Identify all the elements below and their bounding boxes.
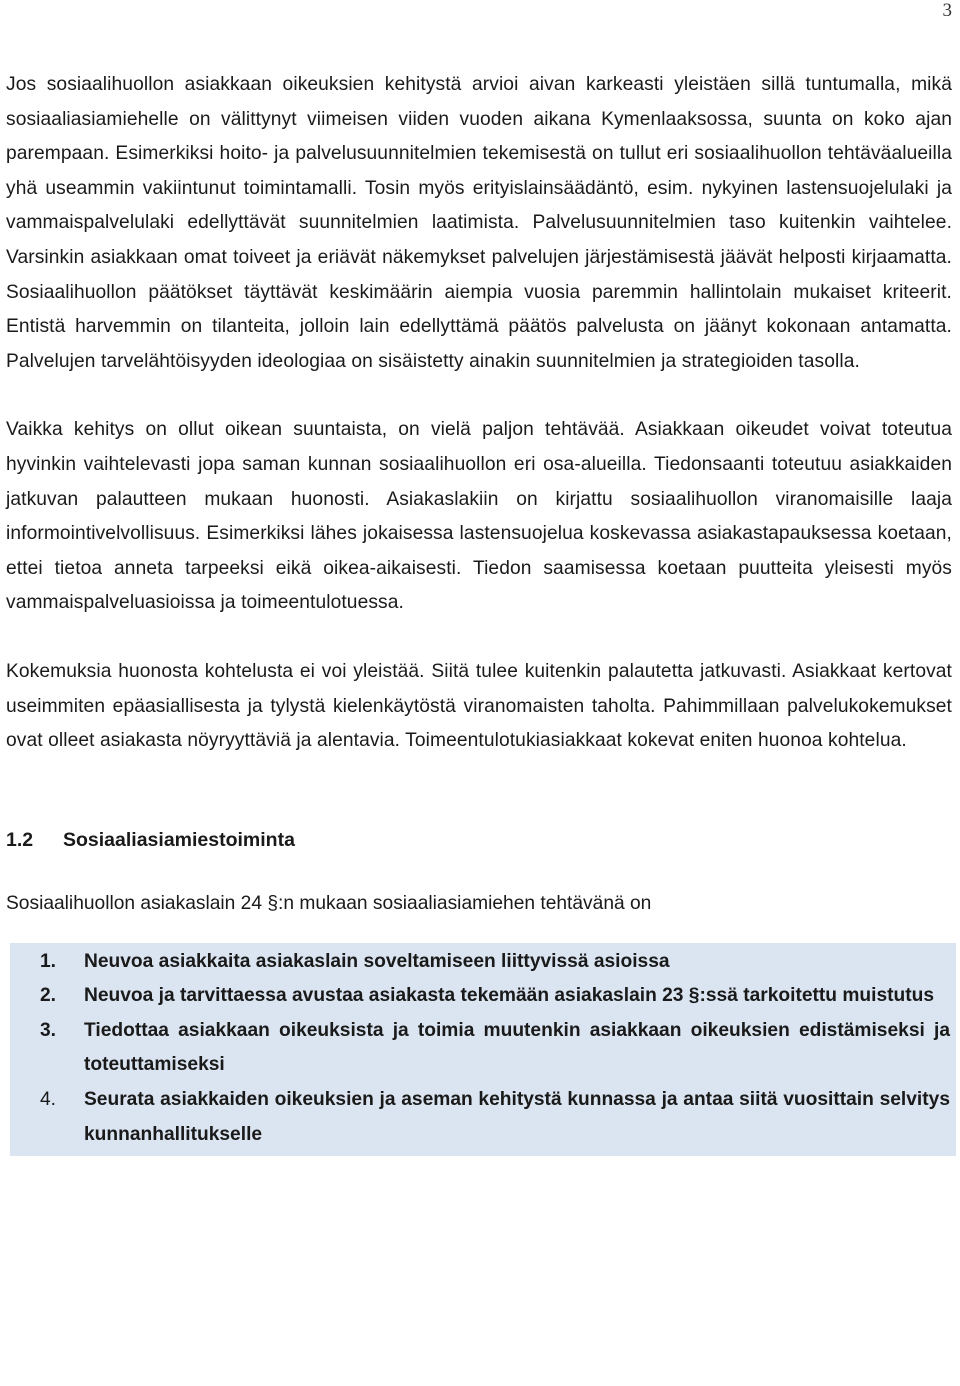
- page-number: 3: [942, 0, 952, 21]
- paragraph-poor-treatment: Kokemuksia huonosta kohtelusta ei voi yleistää. Siitä tulee kuitenkin palautetta jatkuvasti. Asiakkaat kertovat useimmiten epäasiallisesta ja tylystä kielenkäytöstä viranomaisten taholta. Pahimmillaan palvelukokemukset ovat olleet asiakasta nöyryyttäviä ja alentavia. Toimeentulotukiasiakkaat kokevat eniten huonoa kohtelua.: [6, 660, 952, 752]
- list-item: [10, 945, 956, 980]
- list-item-text: Tiedottaa asiakkaan oikeuksista ja toimia muutenkin asiakkaan oikeuksien edistämiseksi ja toteuttamiseksi: [84, 1019, 950, 1076]
- list-item: [10, 1083, 956, 1152]
- list-item-number: 2.: [40, 985, 57, 1007]
- list-item: [10, 1014, 956, 1083]
- page-content: [6, 68, 952, 1156]
- duties-list: [10, 943, 956, 1157]
- section-number: 1.2: [6, 828, 34, 851]
- section-title: Sosiaaliasiamiestoiminta: [63, 828, 295, 851]
- paragraph-rights-development: Jos sosiaalihuollon asiakkaan oikeuksien kehitystä arvioi aivan karkeasti yleistäen sillä tuntumalla, mikä sosiaaliasiamiehelle on välittynyt viimeisen viiden vuoden aikana Kymenlaaksossa, suunta on koko ajan parempaan. Esimerkiksi hoito- ja palvelusuunnitelmien tekemisestä on tullut eri sosiaalihuollon tehtäväalueilla yhä useammin vakiintunut toimintamalli. Tosin myös erityislainsäädäntö, esim. nykyinen lastensuojelulaki ja vammaispalvelulaki edellyttävät suunnitelmien laatimista. Palvelusuunnitelmien taso kuitenkin vaihtelee. Varsinkin asiakkaan omat toiveet ja eriävät näkemykset palvelujen järjestämisestä jäävät helposti kirjaamatta. Sosiaalihuollon päätökset täyttävät keskimäärin aiempia vuosia paremmin hallintolain mukaiset kriteerit. Entistä harvemmin on tilanteita, jolloin lain edellyttämä päätös palvelusta on jäänyt kokonaan antamatta. Palvelujen tarvelähtöisyyden ideologiaa on sisäistetty ainakin suunnitelmien ja strategioiden tasolla.: [6, 74, 952, 372]
- intro-sentence: Sosiaalihuollon asiakaslain 24 §:n mukaan sosiaaliasiamiehen tehtävänä on: [6, 892, 652, 914]
- list-item-text: Seurata asiakkaiden oikeuksien ja aseman kehitystä kunnassa ja antaa siitä vuosittain selvitys kunnanhallitukselle: [84, 1089, 950, 1145]
- section-heading: [6, 823, 952, 857]
- list-item-number: 4.: [40, 1089, 57, 1111]
- list-item-text: Neuvoa asiakkaita asiakaslain soveltamiseen liittyvissä asioissa: [84, 950, 670, 972]
- list-item-text: Neuvoa ja tarvittaessa avustaa asiakasta tekemään asiakaslain 23 §:ssä tarkoitettu muistutus: [84, 985, 935, 1007]
- list-item: [10, 979, 956, 1014]
- list-item-number: 1.: [40, 950, 57, 972]
- list-item-number: 3.: [40, 1019, 57, 1041]
- paragraph-work-remaining: Vaikka kehitys on ollut oikean suuntaista, on vielä paljon tehtävää. Asiakkaan oikeudet voivat toteutua hyvinkin vaihtelevasti jopa saman kunnan sosiaalihuollon eri osa-alueilla. Tiedonsaanti toteutuu asiakkaiden jatkuvan palautteen mukaan huonosti. Asiakaslakiin on kirjattu sosiaalihuollon viranomaisille laaja informointivelvollisuus. Esimerkiksi lähes jokaisessa lastensuojelua koskevassa asiakastapauksessa koetaan, ettei tietoa anneta tarpeeksi eikä oikea-aikaisesti. Tiedon saamisessa koetaan puutteita yleisesti myös vammaispalveluasioissa ja toimeentulotuessa.: [6, 419, 952, 614]
